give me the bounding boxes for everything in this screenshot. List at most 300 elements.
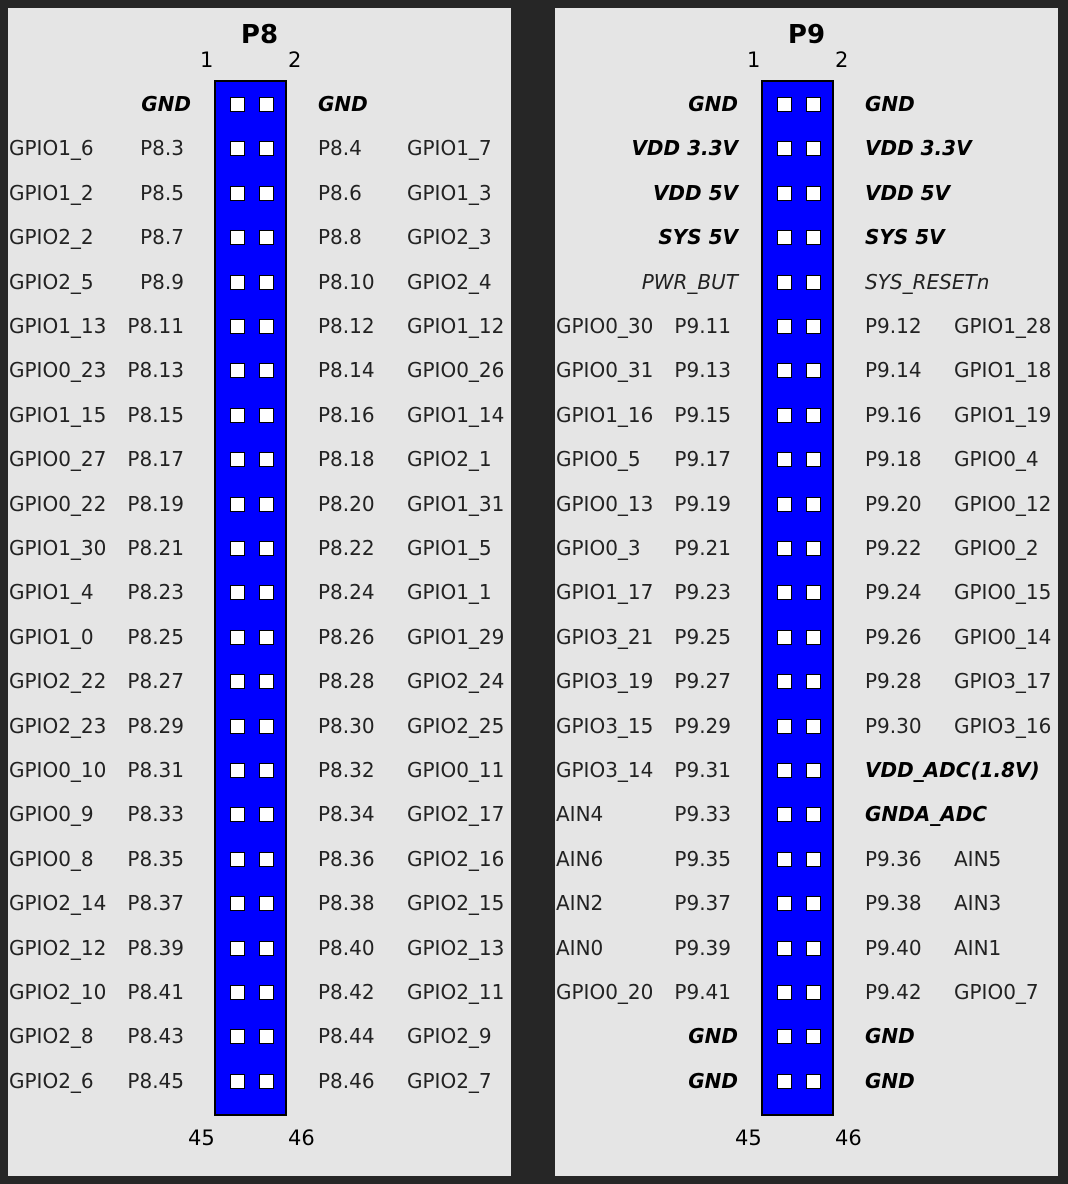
pin-pad-even [806, 452, 821, 467]
pin-pad-even [806, 807, 821, 822]
pin-number-bottom-left: 45 [735, 1126, 762, 1150]
left-signal-label: GPIO3_21 [556, 624, 654, 649]
left-pin-label: VDD 3.3V [631, 136, 738, 161]
pin-number-bottom-right: 46 [835, 1126, 862, 1150]
pin-pad-odd [230, 1074, 245, 1089]
pin-pad-even [806, 230, 821, 245]
left-signal-label: AIN0 [556, 935, 604, 960]
left-signal-label: GPIO0_20 [556, 980, 654, 1004]
pin-pad-even [806, 719, 821, 734]
pin-pad-odd [230, 186, 245, 201]
left-pin-label: P9.25 [674, 624, 731, 649]
left-pin-label: P8.13 [127, 358, 184, 383]
pin-row [555, 748, 1058, 792]
pin-pad-odd [230, 230, 245, 245]
pin-pad-even [259, 186, 274, 201]
right-signal-label: GPIO0_15 [954, 580, 1052, 605]
right-signal-label: AIN3 [954, 891, 1002, 916]
pin-pad-odd [230, 763, 245, 778]
right-pin-label: VDD_ADC(1.8V) [865, 758, 1040, 782]
right-signal-label: GPIO2_15 [407, 891, 505, 916]
right-signal-label: GPIO0_14 [954, 624, 1052, 649]
left-pin-label: VDD 5V [652, 180, 738, 205]
left-pin-label: P8.23 [127, 580, 184, 605]
pin-pad-odd [777, 97, 792, 112]
right-pin-label: P8.6 [318, 180, 362, 205]
pin-pad-even [806, 985, 821, 1000]
right-signal-label: GPIO1_18 [954, 358, 1052, 383]
right-pin-label: P9.14 [865, 358, 922, 383]
pin-pad-odd [230, 452, 245, 467]
pin-pad-even [259, 230, 274, 245]
left-pin-label: P8.25 [127, 624, 184, 649]
right-pin-label: P8.30 [318, 713, 375, 738]
left-pin-label: P9.41 [674, 980, 731, 1004]
pin-row [8, 437, 511, 481]
right-signal-label: GPIO2_7 [407, 1068, 492, 1093]
left-pin-label: P8.31 [127, 758, 184, 782]
pin-row [8, 260, 511, 304]
pin-pad-odd [777, 985, 792, 1000]
right-pin-label: P8.32 [318, 758, 375, 782]
pin-row [555, 659, 1058, 703]
right-pin-label: GND [865, 1024, 915, 1049]
right-pin-label: P8.14 [318, 358, 375, 383]
right-signal-label: GPIO1_31 [407, 491, 505, 516]
right-signal-label: GPIO0_2 [954, 536, 1039, 560]
pin-pad-odd [230, 985, 245, 1000]
pin-row [8, 126, 511, 170]
left-signal-label: GPIO1_15 [9, 402, 107, 427]
left-pin-label: P8.11 [127, 314, 184, 338]
left-pin-label: P8.27 [127, 669, 184, 694]
right-pin-label: P9.22 [865, 536, 922, 560]
left-pin-label: P8.43 [127, 1024, 184, 1049]
left-signal-label: GPIO2_23 [9, 713, 107, 738]
pin-row [8, 970, 511, 1014]
pin-number-top-right: 2 [288, 48, 302, 72]
pin-pad-even [806, 541, 821, 556]
left-signal-label: GPIO2_10 [9, 980, 107, 1004]
left-signal-label: GPIO0_8 [9, 846, 94, 871]
right-pin-label: P8.38 [318, 891, 375, 916]
left-pin-label: P8.5 [140, 180, 184, 205]
left-signal-label: AIN2 [556, 891, 604, 916]
pin-pad-odd [777, 186, 792, 201]
pin-row [8, 615, 511, 659]
pin-pad-even [259, 852, 274, 867]
right-signal-label: GPIO2_3 [407, 225, 492, 250]
left-signal-label: GPIO0_23 [9, 358, 107, 383]
pin-pad-even [259, 1029, 274, 1044]
pin-pad-odd [230, 363, 245, 378]
pin-pad-odd [777, 763, 792, 778]
left-pin-label: P8.29 [127, 713, 184, 738]
left-pin-label: P8.41 [127, 980, 184, 1004]
right-signal-label: GPIO1_5 [407, 536, 492, 560]
left-pin-label: P9.31 [674, 758, 731, 782]
left-pin-label: P8.17 [127, 447, 184, 472]
left-signal-label: AIN4 [556, 802, 604, 827]
right-pin-label: SYS_RESETn [865, 269, 990, 294]
right-signal-label: GPIO1_3 [407, 180, 492, 205]
pin-row [555, 704, 1058, 748]
pin-pad-even [259, 985, 274, 1000]
pin-pad-odd [777, 674, 792, 689]
left-signal-label: GPIO3_14 [556, 758, 654, 782]
pin-pad-odd [230, 497, 245, 512]
right-pin-label: GND [318, 92, 368, 116]
left-signal-label: GPIO0_30 [556, 314, 654, 338]
pin-row [555, 304, 1058, 348]
pin-row [555, 215, 1058, 259]
pin-pad-odd [230, 141, 245, 156]
pin-row [8, 393, 511, 437]
pin-pad-even [806, 941, 821, 956]
left-pin-label: P8.19 [127, 491, 184, 516]
left-pin-label: P8.9 [140, 269, 184, 294]
right-pin-label: VDD 3.3V [865, 136, 972, 161]
pin-row [555, 837, 1058, 881]
right-signal-label: GPIO0_12 [954, 491, 1052, 516]
left-pin-label: P8.35 [127, 846, 184, 871]
left-pin-label: P9.19 [674, 491, 731, 516]
pin-pad-even [806, 1074, 821, 1089]
pin-pad-even [806, 363, 821, 378]
right-signal-label: GPIO1_14 [407, 402, 505, 427]
pin-row [8, 304, 511, 348]
pin-pad-odd [777, 807, 792, 822]
right-pin-label: P8.28 [318, 669, 375, 694]
pin-pad-odd [777, 1074, 792, 1089]
right-pin-label: P9.36 [865, 846, 922, 871]
left-signal-label: GPIO0_31 [556, 358, 654, 383]
pin-pad-odd [230, 630, 245, 645]
left-signal-label: GPIO1_16 [556, 402, 654, 427]
pin-row [8, 792, 511, 836]
header-title: P9 [787, 20, 826, 50]
left-pin-label: P8.33 [127, 802, 184, 827]
pin-pad-odd [777, 408, 792, 423]
right-signal-label: AIN5 [954, 846, 1002, 871]
right-signal-label: GPIO1_1 [407, 580, 492, 605]
right-pin-label: P8.26 [318, 624, 375, 649]
left-pin-label: P9.13 [674, 358, 731, 383]
pin-row [555, 526, 1058, 570]
pin-pad-even [259, 763, 274, 778]
left-pin-label: SYS 5V [658, 225, 738, 250]
left-pin-label: GND [688, 1024, 738, 1049]
pin-pad-odd [230, 275, 245, 290]
pin-row [8, 704, 511, 748]
pin-row [555, 437, 1058, 481]
right-pin-label: P8.36 [318, 846, 375, 871]
pin-pad-even [806, 186, 821, 201]
pin-number-top-left: 1 [200, 48, 214, 72]
left-signal-label: GPIO2_12 [9, 935, 107, 960]
pin-pad-even [806, 585, 821, 600]
right-signal-label: GPIO1_7 [407, 136, 492, 161]
left-pin-label: P9.39 [674, 935, 731, 960]
pin-pad-odd [230, 97, 245, 112]
pin-row [555, 348, 1058, 392]
left-pin-label: P9.37 [674, 891, 731, 916]
pin-row [8, 171, 511, 215]
pin-pad-odd [777, 230, 792, 245]
right-pin-label: SYS 5V [865, 225, 945, 250]
pin-pad-even [806, 275, 821, 290]
right-signal-label: GPIO3_17 [954, 669, 1052, 694]
left-signal-label: GPIO1_4 [9, 580, 94, 605]
pin-pad-even [806, 763, 821, 778]
pin-pad-even [259, 896, 274, 911]
pin-pad-even [259, 497, 274, 512]
left-signal-label: GPIO2_14 [9, 891, 107, 916]
left-pin-label: GND [688, 92, 738, 116]
right-signal-label: GPIO2_11 [407, 980, 505, 1004]
right-pin-label: P8.40 [318, 935, 375, 960]
pin-pad-even [806, 497, 821, 512]
pin-row [555, 82, 1058, 126]
pin-pad-odd [230, 541, 245, 556]
pin-pad-even [259, 97, 274, 112]
pin-pad-even [259, 452, 274, 467]
pin-number-bottom-left: 45 [188, 1126, 215, 1150]
right-signal-label: GPIO2_13 [407, 935, 505, 960]
pin-row [555, 615, 1058, 659]
pin-pad-odd [777, 896, 792, 911]
pin-pad-even [806, 1029, 821, 1044]
pin-pad-odd [230, 408, 245, 423]
pin-row [8, 926, 511, 970]
pin-pad-even [259, 941, 274, 956]
left-signal-label: GPIO0_27 [9, 447, 107, 472]
left-signal-label: GPIO1_17 [556, 580, 654, 605]
left-signal-label: GPIO0_9 [9, 802, 94, 827]
pin-row [555, 570, 1058, 614]
right-pin-label: P8.12 [318, 314, 375, 338]
right-signal-label: GPIO0_11 [407, 758, 505, 782]
left-pin-label: GND [688, 1068, 738, 1093]
pin-pad-odd [777, 541, 792, 556]
right-pin-label: P9.40 [865, 935, 922, 960]
left-signal-label: GPIO1_6 [9, 136, 94, 161]
pin-pad-even [259, 674, 274, 689]
pin-pad-odd [230, 852, 245, 867]
pin-pad-even [259, 719, 274, 734]
left-signal-label: GPIO3_19 [556, 669, 654, 694]
left-pin-label: P8.37 [127, 891, 184, 916]
left-pin-label: GND [141, 92, 191, 116]
pin-pad-odd [777, 363, 792, 378]
left-signal-label: GPIO0_10 [9, 758, 107, 782]
right-pin-label: P8.24 [318, 580, 375, 605]
pin-pad-even [259, 541, 274, 556]
left-pin-label: P9.11 [674, 314, 731, 338]
pin-number-top-left: 1 [747, 48, 761, 72]
pin-pad-even [259, 275, 274, 290]
pin-pad-even [259, 141, 274, 156]
pin-pad-odd [230, 674, 245, 689]
left-signal-label: GPIO0_22 [9, 491, 107, 516]
pin-row [8, 215, 511, 259]
pin-number-top-right: 2 [835, 48, 849, 72]
right-signal-label: GPIO2_4 [407, 269, 492, 294]
pin-pad-odd [777, 1029, 792, 1044]
pin-pad-odd [777, 497, 792, 512]
right-pin-label: P8.8 [318, 225, 362, 250]
pin-pad-even [806, 97, 821, 112]
pin-pad-even [806, 319, 821, 334]
pin-pad-even [259, 1074, 274, 1089]
pin-row [8, 1059, 511, 1103]
right-pin-label: GND [865, 1068, 915, 1093]
left-pin-label: P9.23 [674, 580, 731, 605]
pin-row [8, 482, 511, 526]
pin-pad-even [806, 408, 821, 423]
pin-row [555, 482, 1058, 526]
pin-row [555, 926, 1058, 970]
left-signal-label: GPIO1_0 [9, 624, 94, 649]
right-pin-label: P9.42 [865, 980, 922, 1004]
right-pin-label: P8.46 [318, 1068, 375, 1093]
right-pin-label: P9.30 [865, 713, 922, 738]
left-pin-label: P8.7 [140, 225, 184, 250]
right-pin-label: P8.42 [318, 980, 375, 1004]
pin-row [555, 1059, 1058, 1103]
pin-pad-odd [777, 585, 792, 600]
pin-row [555, 260, 1058, 304]
right-pin-label: P8.44 [318, 1024, 375, 1049]
right-pin-label: P9.28 [865, 669, 922, 694]
right-pin-label: P9.12 [865, 314, 922, 338]
right-signal-label: GPIO3_16 [954, 713, 1052, 738]
pin-pad-even [806, 141, 821, 156]
header-p9-panel [555, 8, 1058, 1176]
right-signal-label: GPIO0_26 [407, 358, 505, 383]
right-pin-label: P9.24 [865, 580, 922, 605]
pin-pad-odd [777, 275, 792, 290]
pin-pad-odd [777, 452, 792, 467]
right-signal-label: GPIO0_7 [954, 980, 1039, 1004]
right-pin-label: P8.4 [318, 136, 362, 161]
pin-row [8, 82, 511, 126]
pin-pad-odd [777, 319, 792, 334]
right-pin-label: P8.18 [318, 447, 375, 472]
left-signal-label: AIN6 [556, 846, 604, 871]
pin-row [555, 126, 1058, 170]
left-pin-label: P9.15 [674, 402, 731, 427]
pin-row [8, 881, 511, 925]
right-pin-label: GND [865, 92, 915, 116]
left-signal-label: GPIO0_3 [556, 536, 641, 560]
pin-pad-odd [777, 941, 792, 956]
left-signal-label: GPIO0_13 [556, 491, 654, 516]
right-pin-label: VDD 5V [865, 180, 951, 205]
pin-row [555, 792, 1058, 836]
pin-pad-even [806, 896, 821, 911]
left-signal-label: GPIO2_8 [9, 1024, 94, 1049]
right-signal-label: GPIO2_25 [407, 713, 505, 738]
right-pin-label: P8.20 [318, 491, 375, 516]
right-signal-label: GPIO2_1 [407, 447, 492, 472]
left-signal-label: GPIO1_30 [9, 536, 107, 560]
right-pin-label: P8.22 [318, 536, 375, 560]
left-signal-label: GPIO2_22 [9, 669, 107, 694]
left-signal-label: GPIO2_2 [9, 225, 94, 250]
left-signal-label: GPIO2_6 [9, 1068, 94, 1093]
left-pin-label: P8.15 [127, 402, 184, 427]
pin-pad-even [259, 630, 274, 645]
pin-row [8, 348, 511, 392]
left-pin-label: P9.21 [674, 536, 731, 560]
pin-row [555, 393, 1058, 437]
right-pin-label: P9.18 [865, 447, 922, 472]
pin-number-bottom-right: 46 [288, 1126, 315, 1150]
pin-pad-even [259, 319, 274, 334]
pin-pad-odd [230, 319, 245, 334]
pin-pad-even [806, 630, 821, 645]
right-pin-label: P8.10 [318, 269, 375, 294]
pin-pad-odd [777, 719, 792, 734]
pin-pad-odd [777, 630, 792, 645]
right-pin-label: P8.16 [318, 402, 375, 427]
right-signal-label: AIN1 [954, 935, 1002, 960]
left-pin-label: P9.27 [674, 669, 731, 694]
left-pin-label: P8.39 [127, 935, 184, 960]
pin-pad-odd [230, 941, 245, 956]
header-title: P8 [240, 20, 279, 50]
right-pin-label: P9.26 [865, 624, 922, 649]
pin-row [555, 970, 1058, 1014]
right-signal-label: GPIO1_29 [407, 624, 505, 649]
right-signal-label: GPIO0_4 [954, 447, 1039, 472]
right-pin-label: P9.20 [865, 491, 922, 516]
left-signal-label: GPIO3_15 [556, 713, 654, 738]
pin-pad-even [259, 807, 274, 822]
right-signal-label: GPIO2_17 [407, 802, 505, 827]
pin-row [8, 570, 511, 614]
pin-row [8, 526, 511, 570]
left-pin-label: P9.33 [674, 802, 731, 827]
pin-pad-odd [777, 141, 792, 156]
pin-pad-odd [230, 1029, 245, 1044]
right-signal-label: GPIO1_12 [407, 314, 505, 338]
right-signal-label: GPIO2_24 [407, 669, 505, 694]
pin-pad-odd [230, 585, 245, 600]
right-signal-label: GPIO2_16 [407, 846, 505, 871]
right-pin-label: P9.16 [865, 402, 922, 427]
pin-row [8, 1014, 511, 1058]
pin-pad-odd [230, 896, 245, 911]
pin-row [555, 881, 1058, 925]
right-signal-label: GPIO1_19 [954, 402, 1052, 427]
right-signal-label: GPIO1_28 [954, 314, 1052, 338]
left-pin-label: P8.21 [127, 536, 184, 560]
left-pin-label: P8.45 [127, 1068, 184, 1093]
pin-pad-even [259, 363, 274, 378]
pin-row [8, 837, 511, 881]
left-signal-label: GPIO1_2 [9, 180, 94, 205]
pin-row [8, 748, 511, 792]
left-pin-label: P9.29 [674, 713, 731, 738]
pin-pad-even [259, 408, 274, 423]
pin-row [555, 171, 1058, 215]
pin-pad-even [259, 585, 274, 600]
left-pin-label: P8.3 [140, 136, 184, 161]
left-signal-label: GPIO2_5 [9, 269, 94, 294]
left-signal-label: GPIO1_13 [9, 314, 107, 338]
